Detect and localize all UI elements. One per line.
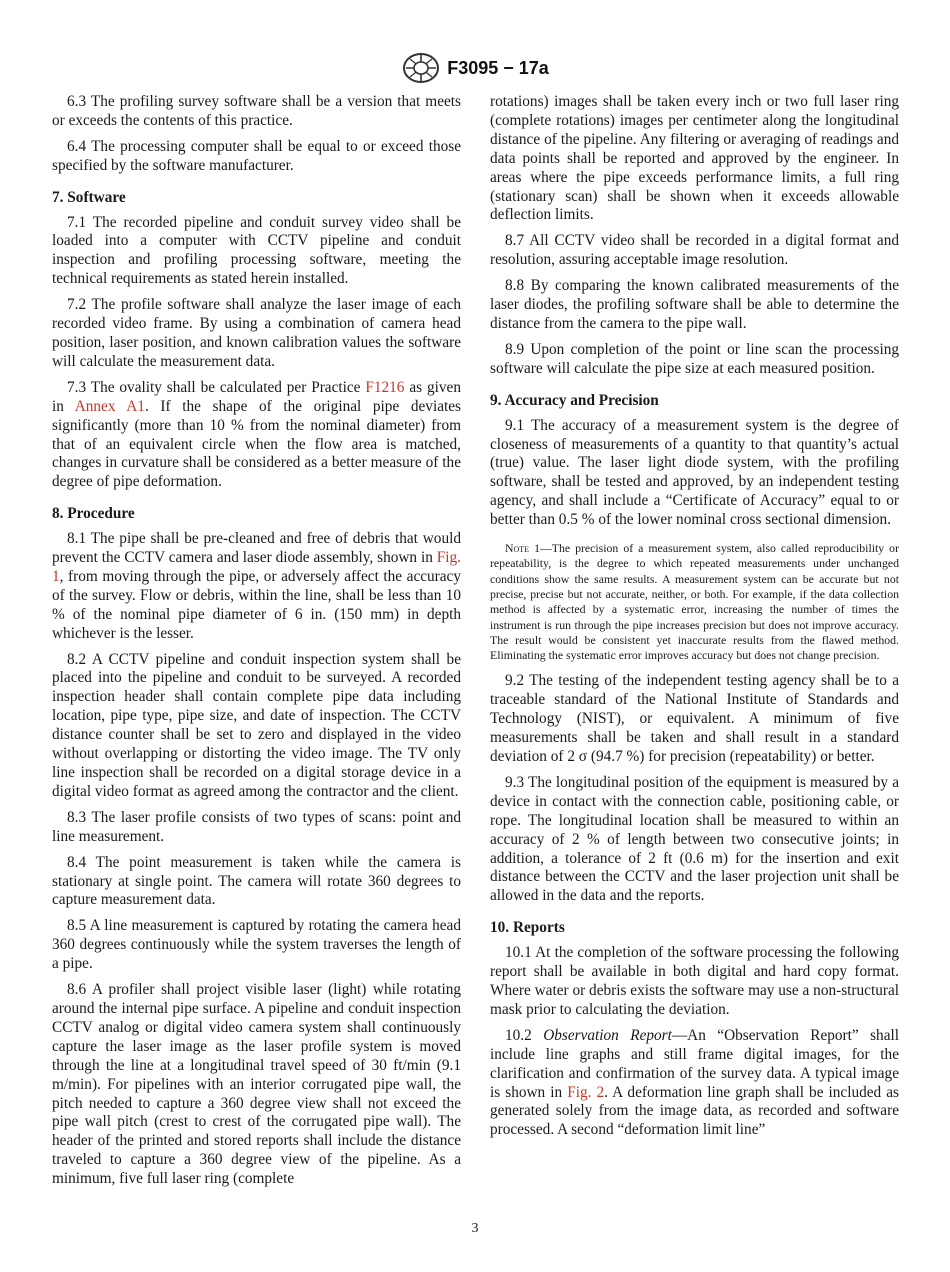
paragraph-8-6-continued: rotations) images shall be taken every inch or two full laser ring (complete rotations) images per centimeter along the longitudinal distance of the pipeline. Any filtering or averaging of readings and data points shall be reported and approved by the engineer. In areas where the pipe exceeds performance limits, a full ring (stationary scan) shall be shown when it exceeds allowable deflection limits. (490, 93, 899, 224)
page-header (0, 50, 950, 86)
link-annex-a1[interactable]: Annex A1 (74, 397, 145, 415)
astm-logo-icon (401, 52, 441, 84)
paragraph-8-9: 8.9 Upon completion of the point or line scan the processing software will calculate the pipe size at each measured position. (490, 340, 899, 377)
paragraph-8-2: 8.2 A CCTV pipeline and conduit inspection system shall be placed into the pipeline and conduit to be surveyed. A recorded inspection header shall contain complete pipe data including location, pipe type, pipe size, and date of inspection. The CCTV distance counter shall be set to zero and displayed in the video without overlapping or distorting the video image. The TV only line inspection shall be recorded on a digital storage device in a digital video format as agreed among the contractor and the client. (52, 650, 461, 800)
left-column (52, 93, 461, 1196)
paragraph-9-1: 9.1 The accuracy of a measurement system is the degree of closeness of measurements of a quantity to that quantity’s actual (true) value. The laser light diode system, with the profiling software, shall be tested and approved, by an independent testing agency, and shall include a “Certificate of Accuracy” equal to or better than 0.5 % of the lower nominal cross sectional dimension. (490, 416, 899, 529)
paragraph-7-3: 7.3 The ovality shall be calculated per Practice F1216 as given in Annex A1. If the shape of the original pipe deviates significantly (more than 10 % from the nominal diameter) from that of an equivalent circle when the flow area is matched, changes in curvature shall be considered as a better measure of the degree of pipe deformation. (52, 378, 461, 491)
paragraph-6-3: 6.3 The profiling survey software shall be a version that meets or exceeds the contents of this practice. (52, 93, 461, 129)
paragraph-8-1: 8.1 The pipe shall be pre-cleaned and free of debris that would prevent the CCTV camera and laser diode assembly, shown in Fig. 1, from moving through the pipe, or adversely affect the accuracy of the survey. Flow or debris, within the line, shall be less than 10 % of the nominal pipe diameter of 6 in. (150 mm) in depth whichever is the lesser. (52, 530, 461, 642)
section-heading-procedure: 8. Procedure (52, 505, 135, 523)
paragraph-8-5: 8.5 A line measurement is captured by rotating the camera head 360 degrees continuously while the system traverses the length of a pipe. (52, 917, 461, 973)
paragraph-7-2: 7.2 The profile software shall analyze the laser image of each recorded video frame. By using a combination of camera head position, laser position, and known calibration values the software will calculate the measurement data. (52, 296, 461, 370)
paragraph-8-8: 8.8 By comparing the known calibrated measurements of the laser diodes, the profiling software shall be able to determine the distance from the camera to the pipe wall. (490, 277, 899, 332)
right-column (490, 93, 899, 1147)
page-number: 3 (471, 1221, 479, 1236)
standard-designation: F3095 − 17a (447, 57, 549, 78)
paragraph-8-7: 8.7 All CCTV video shall be recorded in a digital format and resolution, assuring acceptable image resolution. (490, 232, 899, 269)
paragraph-8-3: 8.3 The laser profile consists of two types of scans: point and line measurement. (52, 808, 461, 845)
observation-report-title: Observation Report (543, 1026, 672, 1044)
section-heading-accuracy-precision: 9. Accuracy and Precision (490, 391, 659, 409)
link-fig-1[interactable]: Fig. 1 (52, 549, 461, 585)
paragraph-6-4: 6.4 The processing computer shall be equal to or exceed those specified by the software manufacturer. (52, 137, 461, 174)
section-heading-reports: 10. Reports (490, 919, 565, 937)
paragraph-10-2: 10.2 Observation Report—An “Observation Report” shall include line graphs and still frame digital images, for the clarification and confirmation of the survey data. A typical image is shown in Fig. 2. A deformation line graph shall be included as generated solely from the image data, as recorded and software processed. A second “deformation limit line” (490, 1026, 899, 1139)
paragraph-7-1: 7.1 The recorded pipeline and conduit survey video shall be loaded into a computer with CCTV pipeline and conduit inspection and profiling processing software, meeting the technical requirements as stated herein installed. (52, 213, 461, 288)
section-heading-software: 7. Software (52, 188, 126, 206)
paragraph-9-2: 9.2 The testing of the independent testing agency shall be to a traceable standard of the National Institute of Standards and Technology (NIST), or equivalent. A minimum of five measurements shall be taken and shall result in a standard deviation of 2 σ (94.7 %) for precision (repeatability) or better. (490, 672, 899, 766)
paragraph-8-6: 8.6 A profiler shall project visible laser (light) while rotating around the internal pipe surface. A pipeline and conduit inspection CCTV analog or digital video camera system shall continuously capture the laser image as the laser profile system is moved through the line at a longitudinal travel speed of 30 ft/min (9.1 m/min). For pipelines with an interior corrugated pipe wall, the pitch needed to capture a 360 degree view shall not exceed the pipe wall pitch (crest to crest of the corrugated pipe wall). The header of the printed and stored reports shall include the distance traveled to capture a 360 degree view of the pipeline. As a minimum, five full laser ring (complete (52, 981, 461, 1188)
link-f1216[interactable]: F1216 (365, 378, 405, 396)
paragraph-8-4: 8.4 The point measurement is taken while the camera is stationary at single point. The camera will rotate 360 degrees to capture measurement data. (52, 853, 461, 909)
note-1: Note 1—The precision of a measurement system, also called reproducibility or repeatability, is the degree to which repeated measurements under unchanged conditions show the same results. A measurement system can be accurate but not precise, precise but not accurate, neither, or both. For example, if the data collection method is affected by a systematic error, increasing the number of times the instrument is run through the pipe increases precision but does not improve accuracy. The result would be consistent yet inaccurate results from the flawed method. Eliminating the systematic error improves accuracy but does not change precision. (490, 541, 899, 663)
note-label: Note (505, 541, 530, 556)
link-fig-2[interactable]: Fig. 2 (567, 1083, 605, 1101)
paragraph-9-3: 9.3 The longitudinal position of the equipment is measured by a device in contact with the connection cable, positioning cable, or rope. The longitudinal location shall be measured to within an accuracy of 2 % of length between two consecutive joints; in addition, a tolerance of 2 ft (0.6 m) for the insertion and exit distance between the CCTV and the laser projection unit shall be allowed in the data and the reports. (490, 773, 899, 905)
paragraph-10-1: 10.1 At the completion of the software processing the following report shall be available in both digital and hard copy format. Where water or debris exists the software may use a non-structural mask prior to calculating the deviation. (490, 944, 899, 1018)
